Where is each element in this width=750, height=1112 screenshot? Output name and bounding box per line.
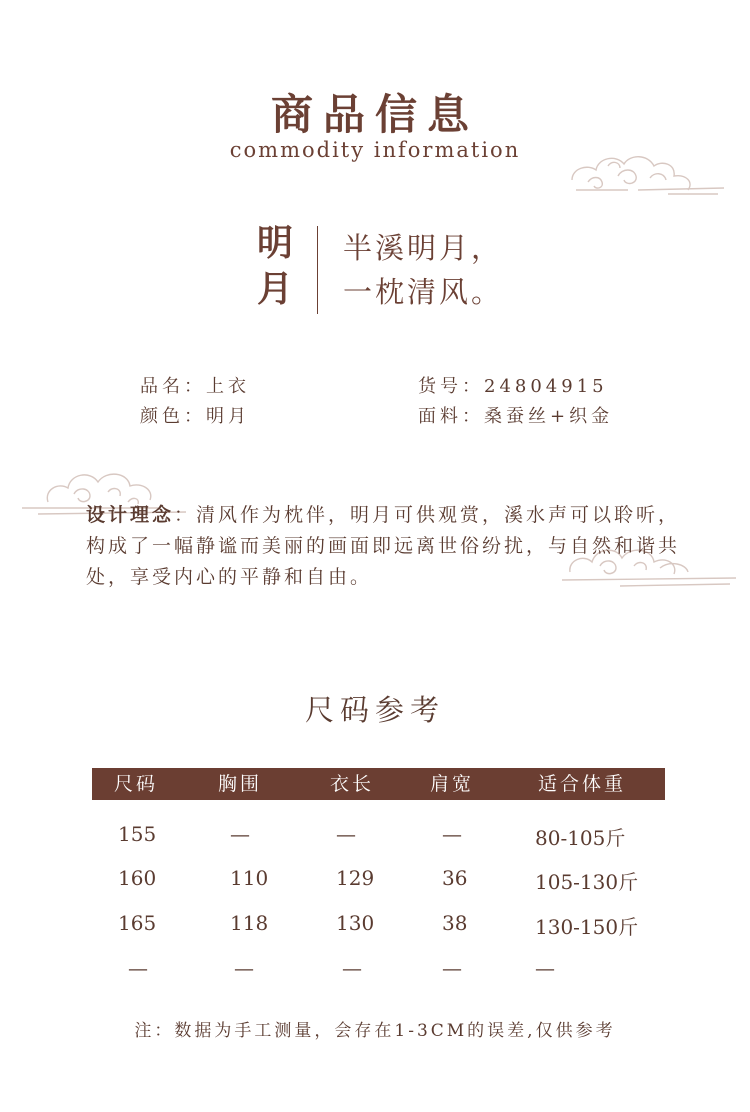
- table-cell: —: [234, 956, 254, 980]
- table-header-cell: 适合体重: [538, 773, 627, 795]
- poem-lines: [343, 226, 643, 314]
- table-cell: 130-150斤: [535, 915, 639, 939]
- table-cell: 80-105斤: [535, 826, 626, 850]
- table-cell: —: [230, 822, 250, 846]
- table-cell: 129: [336, 866, 375, 890]
- design-concept-label: 设计理念: [86, 504, 175, 526]
- table-cell: 155: [118, 822, 157, 846]
- table-cell: —: [342, 956, 362, 980]
- info-fabric: 面料：桑蚕丝+织金: [418, 406, 614, 427]
- table-cell: —: [336, 822, 356, 846]
- poem-vertical-title: [250, 220, 300, 312]
- size-table-header: [92, 768, 665, 800]
- poem-line: 一枕清风。: [343, 275, 504, 309]
- table-cell: 165: [118, 911, 157, 935]
- cloud-icon: [568, 150, 728, 198]
- table-cell: 38: [442, 911, 468, 935]
- table-cell: 110: [230, 866, 269, 890]
- poem-line: 半溪明月，: [343, 231, 504, 265]
- table-header-cell: 肩宽: [430, 773, 475, 795]
- table-cell: —: [535, 956, 555, 980]
- table-header-cell: 胸围: [218, 773, 263, 795]
- table-cell: —: [442, 956, 462, 980]
- table-cell: —: [442, 822, 462, 846]
- page-subtitle: commodity information: [229, 138, 521, 162]
- table-cell: 105-130斤: [535, 870, 639, 894]
- info-product-name: 品名：上衣: [140, 376, 250, 397]
- poem-vertical-char: 明: [256, 222, 293, 264]
- size-section-title: 尺码参考: [304, 693, 445, 727]
- table-cell: 36: [442, 866, 468, 890]
- table-cell: —: [128, 956, 148, 980]
- info-color: 颜色：明月: [140, 406, 250, 427]
- poem-vertical-char: 月: [256, 268, 293, 310]
- table-cell: 118: [230, 911, 269, 935]
- poem-divider: [317, 226, 318, 314]
- design-concept-text: ：清风作为枕伴，明月可供观赏，溪水声可以聆听，构成了一幅静谧而美丽的画面即远离世俗纷扰，与自然和谐共处，享受内心的平静和自由。: [86, 504, 681, 588]
- table-header-cell: 衣长: [330, 773, 375, 795]
- info-item-number: 货号：24804915: [418, 376, 608, 397]
- table-cell: 160: [118, 866, 157, 890]
- table-cell: 130: [336, 911, 375, 935]
- table-header-cell: 尺码: [114, 773, 159, 795]
- design-concept: [86, 500, 686, 593]
- measurement-note: 注：数据为手工测量，会存在1-3CM的误差,仅供参考: [134, 1021, 616, 1041]
- page-title: 商品信息: [270, 90, 479, 139]
